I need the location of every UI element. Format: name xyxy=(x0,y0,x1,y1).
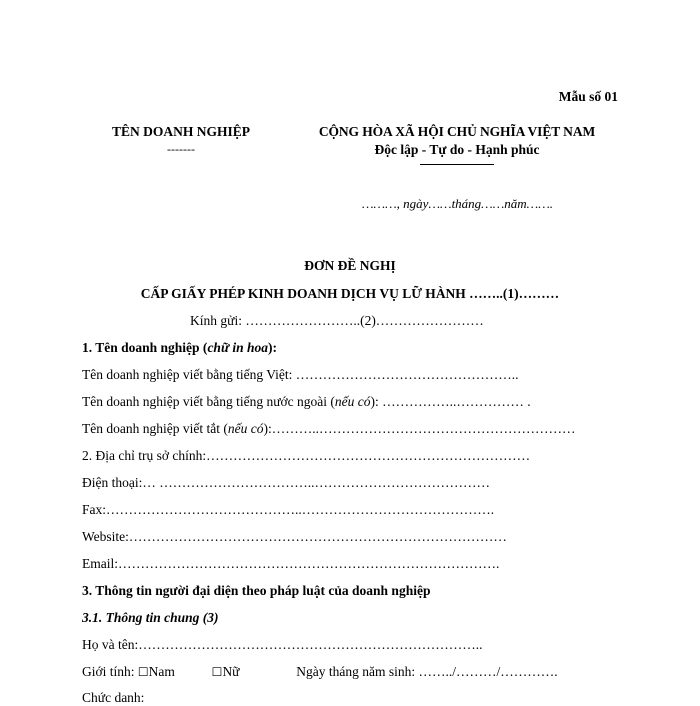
full-name-field: Họ và tên:………………………………………………………………….. xyxy=(82,637,483,652)
document-title: ĐƠN ĐỀ NGHỊ xyxy=(304,258,396,273)
female-checkbox-icon[interactable]: ☐ xyxy=(211,665,223,679)
company-divider: ------- xyxy=(167,142,195,156)
section-1-heading-c: ): xyxy=(268,340,278,355)
nation-title: CỘNG HÒA XÃ HỘI CHỦ NGHĨA VIỆT NAM xyxy=(318,124,596,139)
section-1-heading-b: chữ in hoa xyxy=(207,340,269,355)
address-field: 2. Địa chỉ trụ sở chính:……………………………………………………………… xyxy=(82,448,531,463)
short-name-a: Tên doanh nghiệp viết tắt ( xyxy=(82,421,228,436)
section-3-heading: 3. Thông tin người đại diện theo pháp luật của doanh nghiệp xyxy=(82,583,431,598)
foreign-name-a: Tên doanh nghiệp viết bằng tiếng nước ngoài ( xyxy=(82,394,335,409)
nation-motto: Độc lập - Tự do - Hạnh phúc xyxy=(374,142,540,157)
form-number: Mẫu số 01 xyxy=(558,89,618,104)
foreign-name-c: ): ……………..…………… . xyxy=(370,394,531,409)
company-name-label: TÊN DOANH NGHIỆP xyxy=(111,124,250,139)
website-field: Website:………………………………………………………………………… xyxy=(82,529,507,544)
document-subtitle: CẤP GIẤY PHÉP KINH DOANH DỊCH VỤ LỮ HÀNH ……..(1)……… xyxy=(140,286,560,301)
email-field: Email:…………………………………………………………………………. xyxy=(82,556,500,571)
gender-label: Giới tính: xyxy=(82,664,135,679)
gender-female-label: Nữ xyxy=(222,664,240,679)
short-name-b: nếu có xyxy=(227,421,264,436)
male-checkbox-icon[interactable]: ☐ xyxy=(137,665,149,679)
gender-male-label: Nam xyxy=(148,664,175,679)
foreign-name-b: nếu có xyxy=(334,394,371,409)
short-name-field xyxy=(82,421,575,437)
position-field: Chức danh: xyxy=(82,690,145,705)
short-name-c: ):………..………………………………………………… xyxy=(263,421,576,436)
recipient-line: Kính gửi: ……………………..(2)…………………… xyxy=(190,313,484,328)
section-1-heading xyxy=(82,340,277,356)
dob-field: Ngày tháng năm sinh: ……../………/…………. xyxy=(296,664,558,679)
company-header xyxy=(96,124,266,157)
gender-dob-row xyxy=(82,664,622,680)
phone-field: Điện thoại:… ……………………………..………………………………… xyxy=(82,475,490,490)
nation-header xyxy=(282,124,632,165)
date-line: ………, ngày……tháng……năm……. xyxy=(362,196,554,211)
section-1-heading-a: 1. Tên doanh nghiệp ( xyxy=(82,340,208,355)
fax-field: Fax:……………………………………..……………………………………. xyxy=(82,502,495,517)
vietnamese-name-field: Tên doanh nghiệp viết bằng tiếng Việt: ………………………………………….. xyxy=(82,367,519,382)
motto-underline xyxy=(420,158,494,165)
section-3-1-heading: 3.1. Thông tin chung (3) xyxy=(82,610,219,625)
foreign-name-field xyxy=(82,394,531,410)
